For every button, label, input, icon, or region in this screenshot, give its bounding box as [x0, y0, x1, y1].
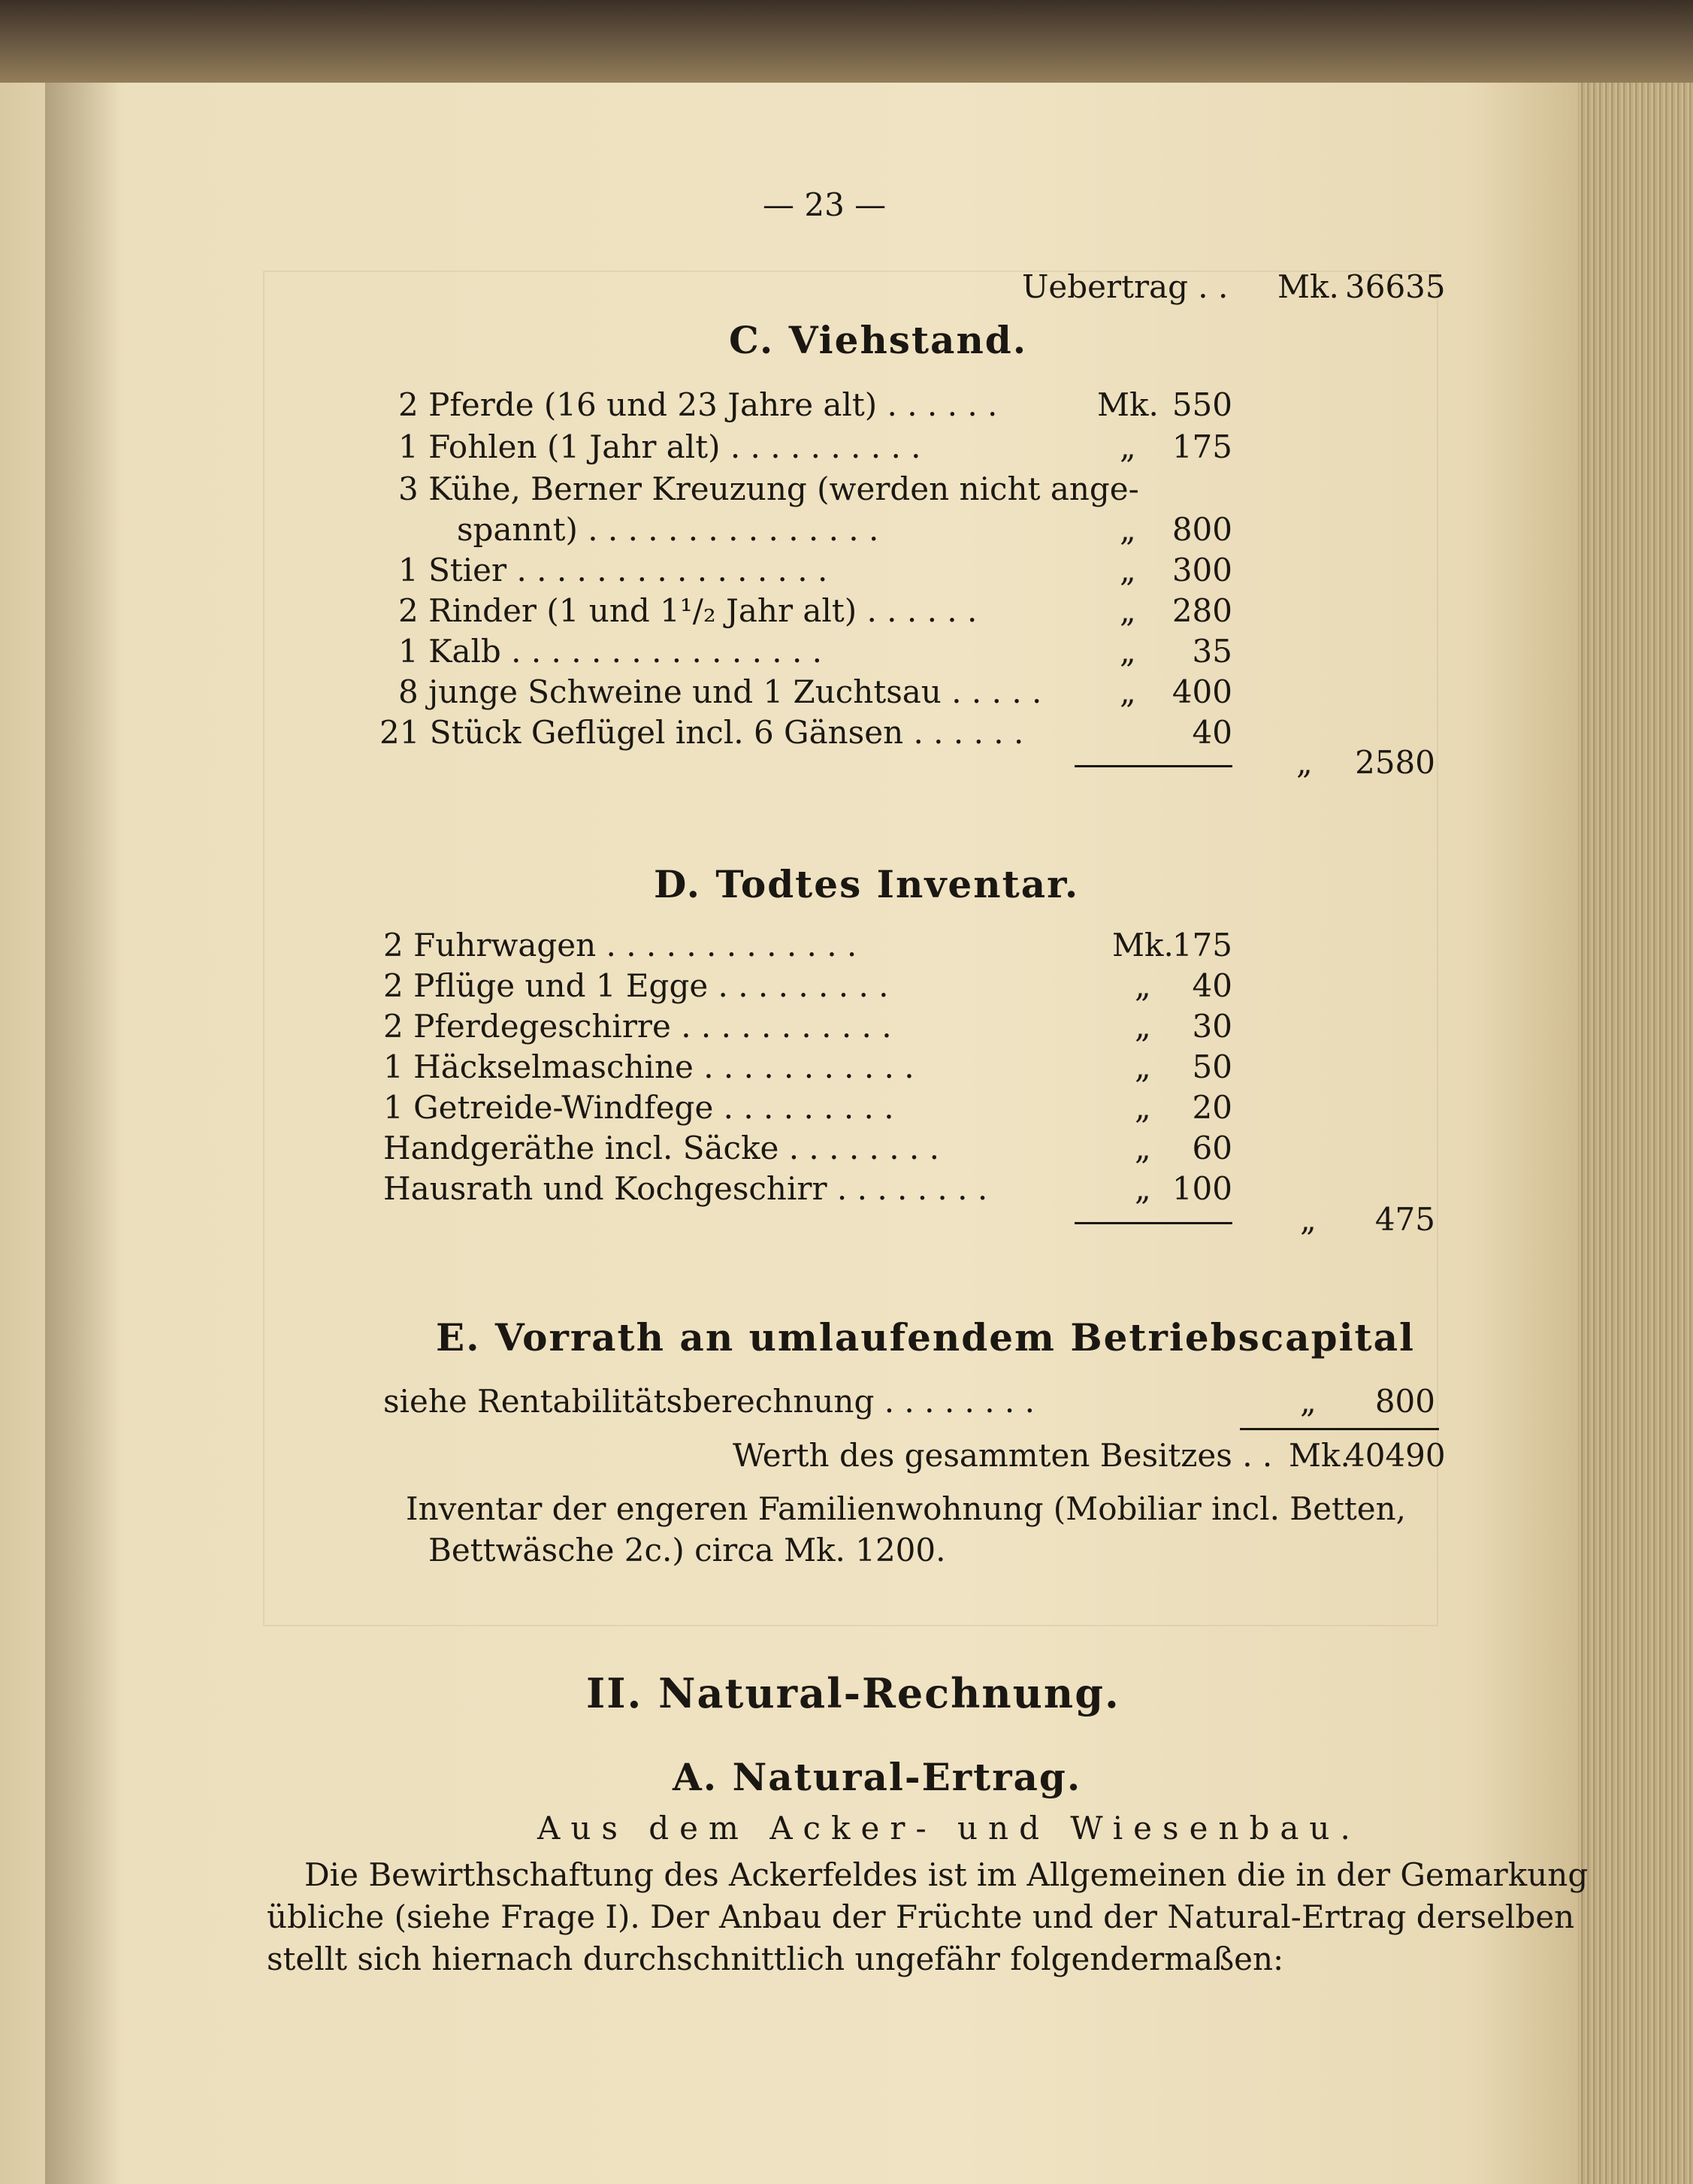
subtotal-rule: [1075, 765, 1232, 767]
list-item: 2 Pferdegeschirre . . . . . . . . . . .: [383, 1008, 892, 1045]
item-unit: „: [1135, 1048, 1151, 1085]
spaced-heading: Aus dem Acker- und Wiesenbau.: [537, 1810, 1361, 1847]
list-item: Hausrath und Kochgeschirr . . . . . . . .: [383, 1170, 988, 1207]
paragraph-line: übliche (siehe Frage I). Der Anbau der Früchte und der Natural-Ertrag derselben: [267, 1898, 1575, 1935]
list-item: 2 Pflüge und 1 Egge . . . . . . . . .: [383, 967, 889, 1004]
item-amount: 550: [1171, 386, 1232, 423]
item-unit: „: [1135, 1008, 1151, 1045]
subtotal-rule: [1075, 1222, 1232, 1224]
page-stack-edges: [1578, 83, 1693, 2184]
section-d-title: D. Todtes Inventar.: [654, 862, 1080, 906]
list-item: 8 junge Schweine und 1 Zuchtsau . . . . .: [398, 673, 1042, 710]
item-unit: „: [1120, 511, 1136, 548]
item-unit: „: [1120, 428, 1136, 465]
item-unit: „: [1120, 592, 1136, 629]
section-e-unit: „: [1300, 1383, 1317, 1420]
list-item: 2 Fuhrwagen . . . . . . . . . . . . .: [383, 927, 857, 963]
item-amount: 20: [1192, 1089, 1232, 1126]
paragraph-line: Die Bewirthschaftung des Ackerfeldes ist im Allgemeinen die in der Gemarkung: [304, 1856, 1589, 1893]
list-item: 2 Pferde (16 und 23 Jahre alt) . . . . . .: [398, 386, 998, 423]
section-e-amount: 800: [1374, 1383, 1435, 1420]
inventory-note-line-1: Inventar der engeren Familienwohnung (Mobiliar incl. Betten,: [406, 1490, 1406, 1527]
page-number: — 23 —: [763, 186, 887, 223]
item-amount: 40: [1192, 967, 1232, 1004]
item-unit: Mk.: [1112, 927, 1174, 963]
grand-total-rule: [1240, 1428, 1439, 1430]
carry-amount: 36635: [1345, 268, 1446, 305]
item-amount: 40: [1192, 714, 1232, 751]
item-unit: „: [1120, 633, 1136, 670]
section-e-line: siehe Rentabilitätsberechnung . . . . . . . .: [383, 1383, 1035, 1420]
list-item: Handgeräthe incl. Säcke . . . . . . . .: [383, 1130, 939, 1166]
list-item: 2 Rinder (1 und 1¹/₂ Jahr alt) . . . . . .: [398, 592, 978, 629]
item-amount: 60: [1192, 1130, 1232, 1166]
part-two-title: II. Natural-Rechnung.: [586, 1669, 1120, 1717]
item-amount: 175: [1171, 927, 1232, 963]
section-e-title: E. Vorrath an umlaufendem Betriebscapital: [436, 1315, 1416, 1360]
item-amount: 400: [1171, 673, 1232, 710]
item-amount: 50: [1192, 1048, 1232, 1085]
total-unit: „: [1296, 744, 1313, 781]
item-amount: 175: [1171, 428, 1232, 465]
grand-total-currency: Mk.: [1289, 1437, 1350, 1474]
section-d-total: 475: [1374, 1201, 1435, 1238]
item-unit: Mk.: [1097, 386, 1159, 423]
item-unit: „: [1135, 1089, 1151, 1126]
section-c-title: C. Viehstand.: [729, 318, 1028, 362]
list-item: 3 Kühe, Berner Kreuzung (werden nicht ange-: [398, 470, 1139, 507]
paragraph-line: stellt sich hiernach durchschnittlich ungefähr folgendermaßen:: [267, 1940, 1284, 1977]
list-item: 1 Stier . . . . . . . . . . . . . . . .: [398, 552, 828, 588]
list-item: 1 Kalb . . . . . . . . . . . . . . . .: [398, 633, 823, 670]
item-amount: 35: [1192, 633, 1232, 670]
item-amount: 30: [1192, 1008, 1232, 1045]
item-unit: „: [1135, 1170, 1151, 1207]
list-item: 21 Stück Geflügel incl. 6 Gänsen . . . . . .: [379, 714, 1024, 751]
list-item: 1 Getreide-Windfege . . . . . . . . .: [383, 1089, 894, 1126]
item-amount: 280: [1171, 592, 1232, 629]
section-c-total: 2580: [1355, 744, 1435, 781]
inventory-note-line-2: Bettwäsche 2c.) circa Mk. 1200.: [428, 1532, 946, 1568]
item-unit: „: [1120, 552, 1136, 588]
item-amount: 300: [1171, 552, 1232, 588]
item-amount: 100: [1171, 1170, 1232, 1207]
item-unit: „: [1135, 1130, 1151, 1166]
item-unit: „: [1135, 967, 1151, 1004]
part-two-subtitle: A. Natural-Ertrag.: [673, 1755, 1082, 1799]
list-item: spannt) . . . . . . . . . . . . . . .: [457, 511, 879, 548]
item-unit: „: [1120, 673, 1136, 710]
page-gutter-shadow: [45, 83, 120, 2184]
carry-currency: Mk.: [1277, 268, 1339, 305]
grand-total-label: Werth des gesammten Besitzes . .: [733, 1437, 1273, 1474]
grand-total-amount: 40490: [1345, 1437, 1446, 1474]
carry-label: Uebertrag . .: [1022, 268, 1229, 305]
list-item: 1 Fohlen (1 Jahr alt) . . . . . . . . . .: [398, 428, 921, 465]
total-unit: „: [1300, 1201, 1317, 1238]
list-item: 1 Häckselmaschine . . . . . . . . . . .: [383, 1048, 915, 1085]
item-amount: 800: [1171, 511, 1232, 548]
